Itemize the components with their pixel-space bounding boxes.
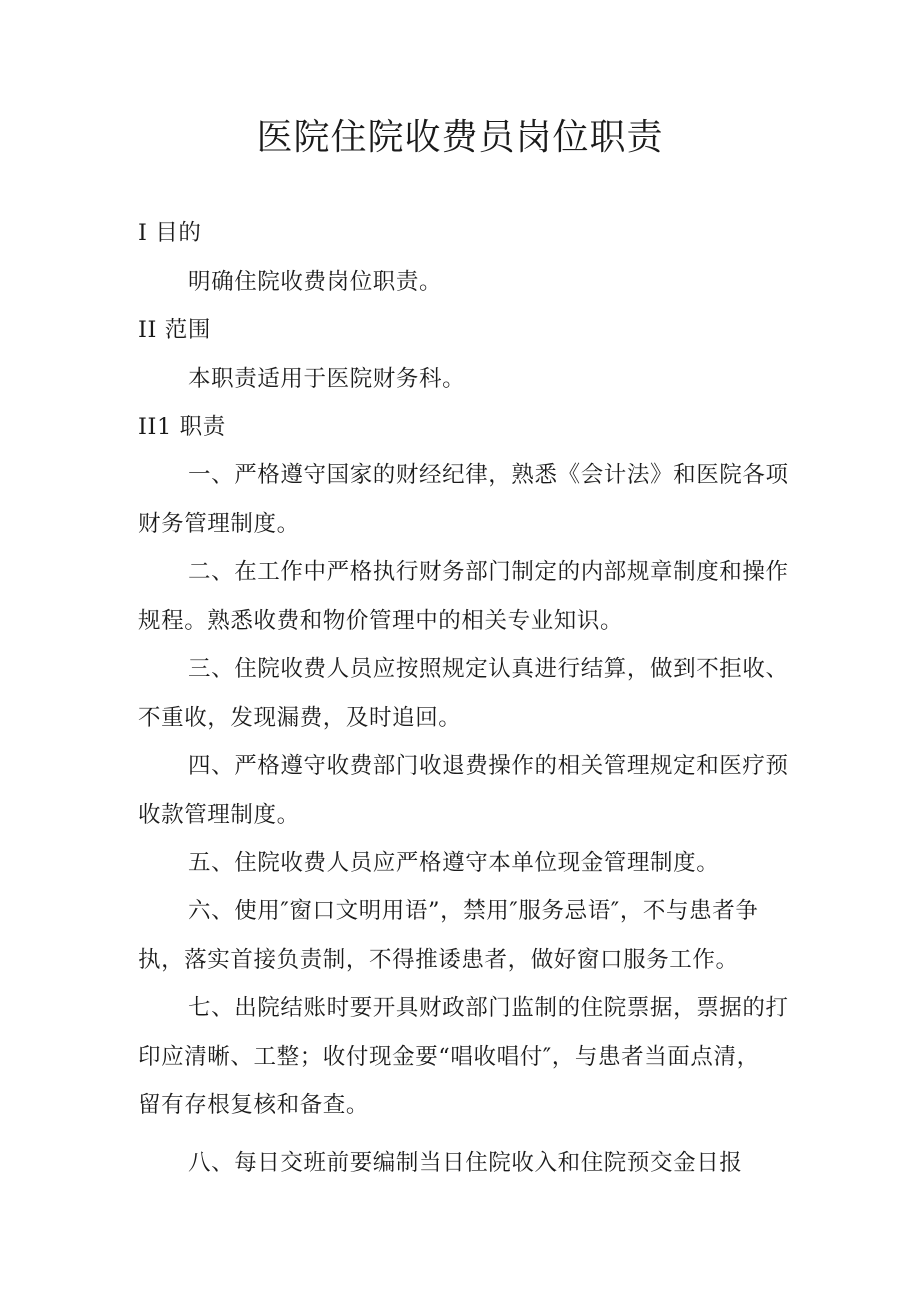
duty-7-line-2: 印应清晰、工整；收付现金要“唱收唱付″，与患者当面点清，: [138, 1044, 760, 1070]
duty-3-line-1: 三、住院收费人员应按照规定认真进行结算，做到不拒收、: [188, 656, 789, 682]
duty-6-line-2: 执，落实首接负责制，不得推诿患者，做好窗口服务工作。: [138, 947, 739, 973]
section-text-scope: 本职责适用于医院财务科。: [188, 366, 466, 392]
duty-6-line-1: 六、使用″窗口文明用语”，禁用″服务忌语″，不与患者争: [188, 898, 759, 924]
duty-7-line-1: 七、出院结账时要开具财政部门监制的住院票据，票据的打: [188, 995, 789, 1021]
section-text-purpose: 明确住院收费岗位职责。: [188, 269, 443, 295]
duty-4-line-2: 收款管理制度。: [138, 802, 300, 828]
section-heading-purpose: I 目的: [138, 220, 202, 246]
section-heading-scope: II 范围: [138, 317, 211, 343]
document-title: 医院住院收费员岗位职责: [256, 117, 664, 158]
duty-4-line-1: 四、严格遵守收费部门收退费操作的相关管理规定和医疗预: [188, 753, 789, 779]
duty-5-line-1: 五、住院收费人员应严格遵守本单位现金管理制度。: [188, 850, 720, 876]
duty-7-line-3: 留有存根复核和备查。: [138, 1092, 370, 1118]
duty-3-line-2: 不重收，发现漏费，及时追回。: [138, 705, 462, 731]
duty-2-line-2: 规程。熟悉收费和物价管理中的相关专业知识。: [138, 608, 624, 634]
duty-2-line-1: 二、在工作中严格执行财务部门制定的内部规章制度和操作: [188, 559, 789, 585]
section-heading-duties: II1 职责: [138, 414, 226, 440]
duty-8-line-1: 八、每日交班前要编制当日住院收入和住院预交金日报: [188, 1150, 743, 1176]
duty-1-line-2: 财务管理制度。: [138, 511, 300, 537]
duty-1-line-1: 一、严格遵守国家的财经纪律，熟悉《会计法》和医院各项: [188, 462, 789, 488]
